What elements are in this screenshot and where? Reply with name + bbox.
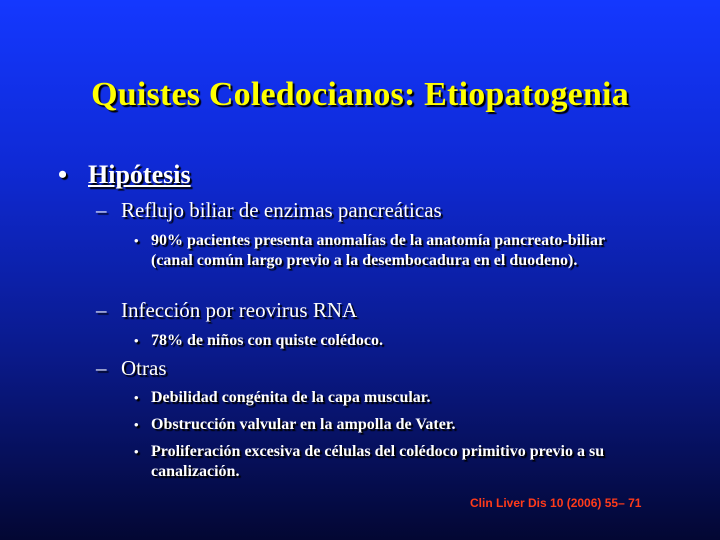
dash-icon: – (96, 356, 107, 380)
sub-item-text: 90% pacientes presenta anomalías de la anatomía pancreato-biliar (canal común largo previo a la desembocadura en el duodeno). (151, 232, 605, 269)
bullet-icon: • (134, 417, 139, 432)
reference-citation: Clin Liver Dis 10 (2006) 55– 71 (470, 496, 642, 510)
slide-title: Quistes Coledocianos: Etiopatogenia (91, 76, 629, 113)
bullet-icon: • (134, 444, 139, 459)
sub-item-text: Obstrucción valvular en la ampolla de Vater. (151, 416, 456, 433)
section-label: Infección por reovirus RNA (121, 298, 358, 322)
sub-item-text: 78% de niños con quiste colédoco. (151, 332, 384, 349)
sub-item-text: Debilidad congénita de la capa muscular. (151, 389, 431, 406)
dash-icon: – (96, 298, 107, 322)
section-label: Otras (121, 356, 167, 380)
sub-item-text: Proliferación excesiva de células del colédoco primitivo previo a su canalización. (151, 443, 605, 480)
bullet-icon: • (134, 233, 139, 248)
bullet-icon: • (134, 333, 139, 348)
bullet-icon: • (58, 160, 68, 189)
bullet-icon: • (134, 390, 139, 405)
heading-hipotesis: Hipótesis (88, 160, 191, 189)
section-label: Reflujo biliar de enzimas pancreáticas (121, 198, 442, 222)
dash-icon: – (96, 198, 107, 222)
